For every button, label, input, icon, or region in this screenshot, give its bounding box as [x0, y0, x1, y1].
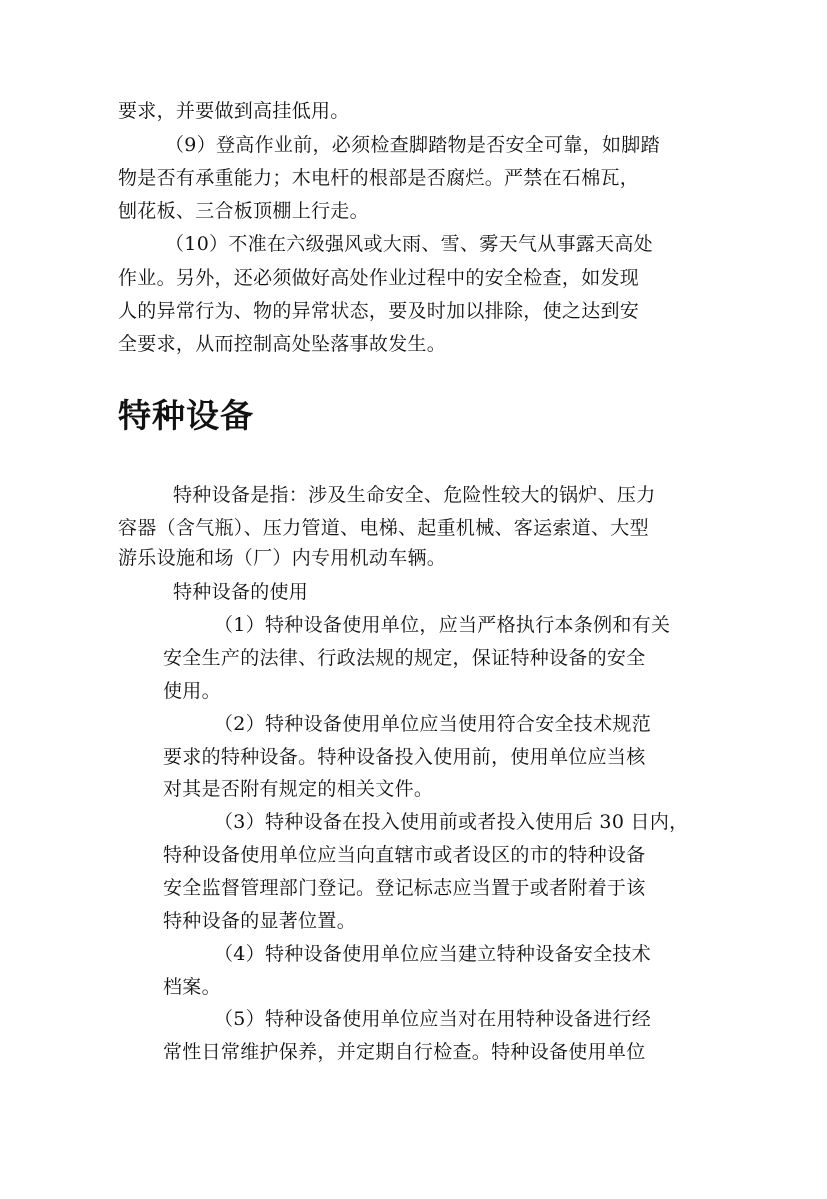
body-text-line: 要求，并要做到高挂低用。 — [118, 100, 350, 122]
body-text-line: 刨花板、三合板顶棚上行走。 — [118, 200, 369, 222]
usage-item-line: 要求的特种设备。特种设备投入使用前，使用单位应当核 — [163, 746, 646, 768]
body-text-line: 全要求，从而控制高处坠落事故发生。 — [118, 333, 447, 355]
usage-item-line: 特种设备使用单位应当向直辖市或者设区的市的特种设备 — [163, 844, 646, 866]
usage-item-line: （5）特种设备使用单位应当对在用特种设备进行经 — [214, 1008, 651, 1030]
body-text-line: （10）不准在六级强风或大雨、雪、雾天气从事露天高处 — [165, 233, 653, 255]
usage-item-line: 对其是否附有规定的相关文件。 — [163, 778, 434, 800]
usage-item-line: 特种设备的显著位置。 — [163, 910, 357, 932]
section-title: 特种设备 — [118, 396, 254, 435]
usage-item-line: 常性日常维护保养，并定期自行检查。特种设备使用单位 — [163, 1041, 646, 1063]
usage-item-line: （4）特种设备使用单位应当建立特种设备安全技术 — [214, 943, 651, 965]
subheading: 特种设备的使用 — [173, 581, 309, 603]
usage-item-line: 安全监督管理部门登记。登记标志应当置于或者附着于该 — [163, 877, 646, 899]
usage-item-line: 档案。 — [163, 976, 221, 998]
body-text-line: 物是否有承重能力；木电杆的根部是否腐烂。严禁在石棉瓦， — [118, 167, 640, 189]
definition-line: 特种设备是指：涉及生命安全、危险性较大的锅炉、压力 — [173, 484, 656, 506]
usage-item-line: 使用。 — [163, 680, 221, 702]
usage-item-line: （1）特种设备使用单位，应当严格执行本条例和有关 — [214, 614, 671, 636]
usage-item-line: （3）特种设备在投入使用前或者投入使用后 30 日内， — [214, 811, 689, 833]
body-text-line: 人的异常行为、物的异常状态，要及时加以排除，使之达到安 — [118, 300, 640, 322]
usage-item-line: （2）特种设备使用单位应当使用符合安全技术规范 — [214, 713, 651, 735]
body-text-line: （9）登高作业前，必须检查脚踏物是否安全可靠，如脚踏 — [165, 134, 660, 156]
body-text-line: 作业。另外，还必须做好高处作业过程中的安全检查，如发现 — [118, 267, 640, 289]
definition-line: 容器（含气瓶）、压力管道、电梯、起重机械、客运索道、大型 — [118, 517, 649, 539]
definition-line: 游乐设施和场（厂）内专用机动车辆。 — [118, 547, 447, 569]
usage-item-line: 安全生产的法律、行政法规的规定，保证特种设备的安全 — [163, 647, 646, 669]
